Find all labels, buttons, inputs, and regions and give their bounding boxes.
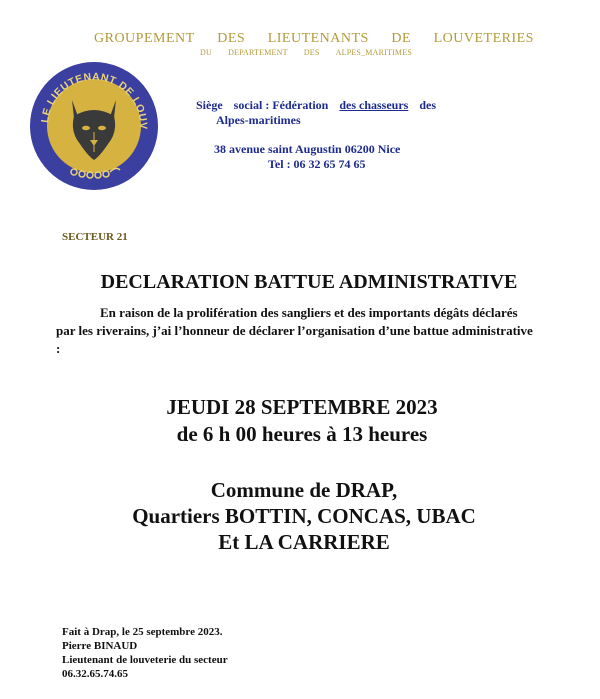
group-title-word: DES	[217, 31, 246, 46]
location-commune: Commune de DRAP,	[210, 478, 398, 502]
siege-line-1	[196, 98, 436, 113]
siege-label: Siège	[196, 98, 223, 112]
group-title-word: DE	[391, 31, 412, 46]
group-title-word: GROUPEMENT	[94, 31, 195, 46]
louveterie-logo	[28, 60, 160, 192]
signature-phone: 06.32.65.74.65	[62, 668, 128, 680]
location-quartiers: Quartiers BOTTIN, CONCAS, UBAC	[132, 504, 476, 528]
siege-address: 38 avenue saint Augustin 06200 Nice	[214, 142, 401, 156]
hours-line: de 6 h 00 heures à 13 heures	[176, 422, 428, 446]
signature-role: Lieutenant de louveterie du secteur	[62, 654, 228, 666]
group-title	[94, 31, 534, 47]
logo-ring-text: LE LIEUTENANT DE LOUV	[39, 70, 150, 130]
group-title-word: LIEUTENANTS	[267, 31, 369, 46]
siege-line-2: Alpes-maritimes	[216, 113, 301, 127]
siege-des-chasseurs: des chasseurs	[339, 98, 409, 112]
wolf-seal-icon	[28, 60, 160, 192]
secteur-label: SECTEUR 21	[62, 231, 128, 243]
location-carriere: Et LA CARRIERE	[218, 530, 390, 554]
group-subtitle-word: ALPES_MARITIMES	[335, 48, 412, 57]
group-subtitle-word: DES	[303, 48, 320, 57]
signature-place-date: Fait à Drap, le 25 septembre 2023.	[62, 626, 223, 638]
siege-tel: Tel : 06 32 65 74 65	[268, 157, 366, 171]
declaration-title: DECLARATION BATTUE ADMINISTRATIVE	[100, 271, 518, 293]
siege-social: social :	[233, 98, 270, 112]
group-subtitle	[200, 48, 412, 57]
siege-federation: Fédération	[272, 98, 329, 112]
siege-des: des	[419, 98, 437, 112]
group-subtitle-word: DEPARTEMENT	[228, 48, 288, 57]
signature-name: Pierre BINAUD	[62, 640, 138, 652]
intro-paragraph: En raison de la prolifération des sangliers et des importants dégâts déclarés par les riverains, j’ai l’honneur de déclarer l’organisation d’une battue administrative :	[56, 305, 533, 356]
date-line: JEUDI 28 SEPTEMBRE 2023	[166, 395, 438, 419]
group-subtitle-word: DU	[200, 48, 212, 57]
group-title-word: LOUVETERIES	[433, 31, 534, 46]
